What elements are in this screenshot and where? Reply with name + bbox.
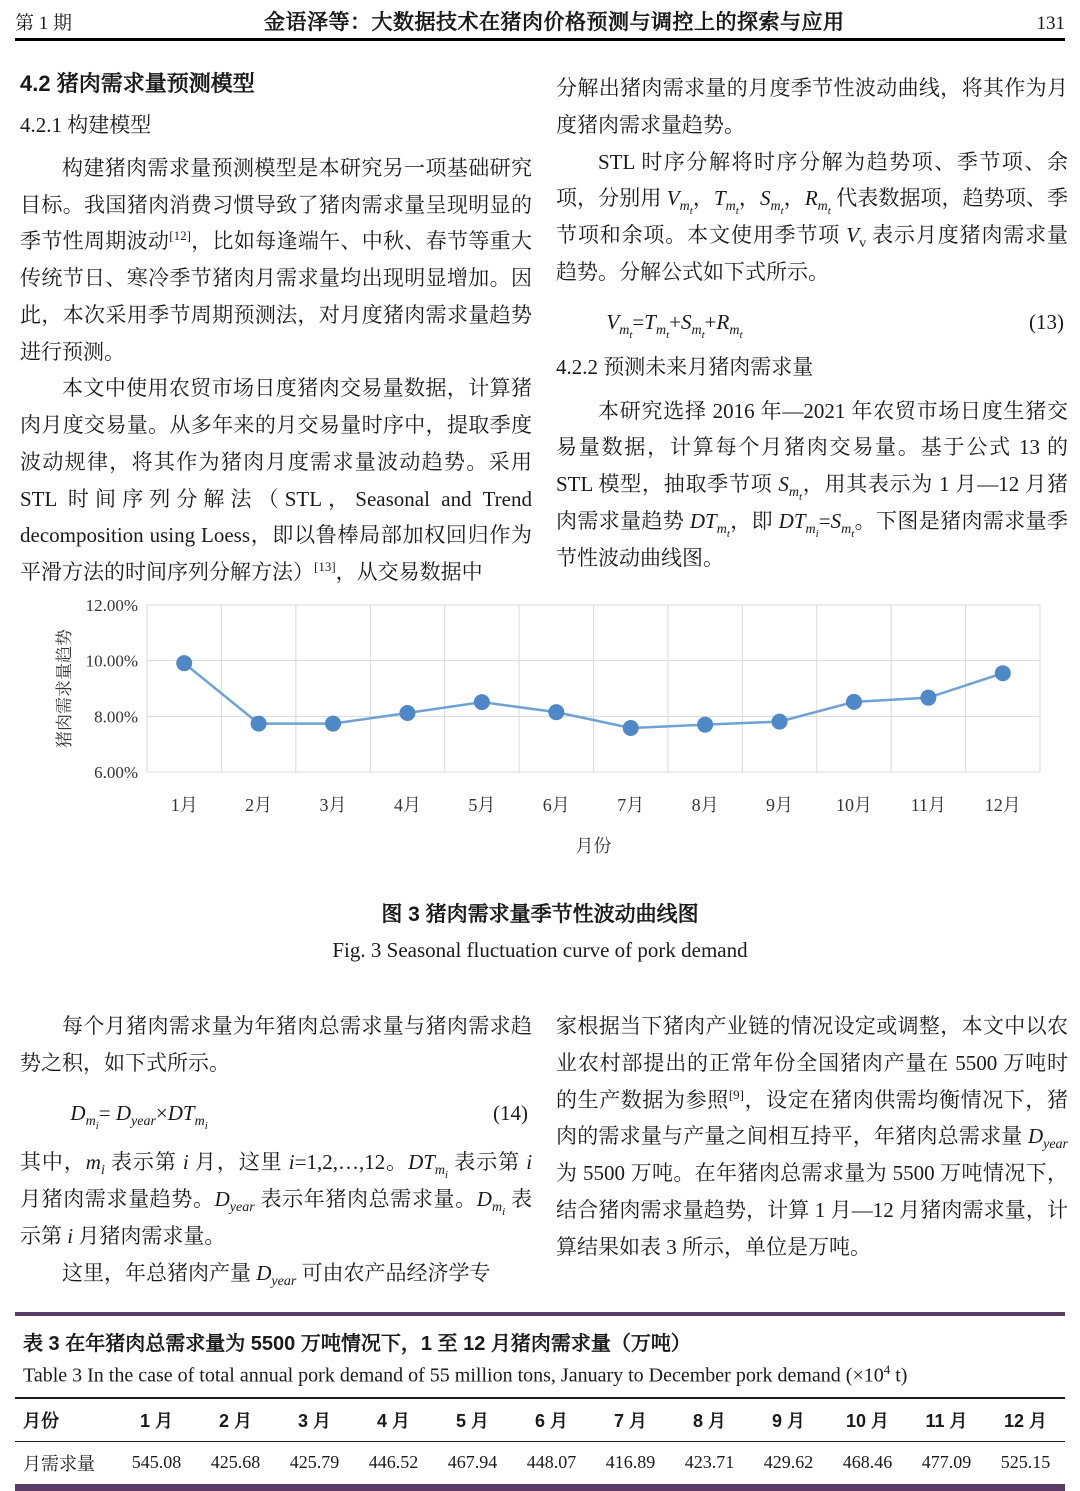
y-axis-tick-label: 10.00% [85, 651, 138, 671]
paragraph: 家根据当下猪肉产业链的情况设定或调整，本文中以农业农村部提出的正常年份全国猪肉产量在 5500 万吨时的生产数据为参照[9]，设定在猪肉供需均衡情况下，猪肉的需求量与产量之间相互持平，年猪肉总需求量 $D_{year}$ 为 5500 万吨。在年猪肉总需求量为 5500 万吨情况下，结合猪肉需求量趋势，计算 1 月—12 月猪肉需求量，计算结果如表 3 所示，单位是万吨。 [556, 1014, 1069, 1259]
table-header-cell: 月份 [23, 1410, 59, 1431]
table-header-cell: 3 月 [297, 1410, 331, 1431]
column-left-bottom [20, 1008, 532, 1291]
table-header-cell: 6 月 [534, 1410, 568, 1431]
table-top-accent-bar [15, 1312, 1065, 1316]
equation-13-body: $V_{m_t}=T_{m_t}+S_{m_t}+R_{m_t}$ [606, 309, 743, 341]
table-value-cell: 416.89 [605, 1452, 656, 1473]
data-point-marker [474, 694, 490, 710]
column-left-top [20, 70, 532, 591]
data-point-marker [325, 716, 341, 732]
table-value-cell: 446.52 [368, 1452, 419, 1473]
table-header-cell: 10 月 [845, 1410, 890, 1431]
table-3-caption-en: Table 3 In the case of total annual pork demand of 55 million tons, January to December pork demand ($\times 10^4$ t) [23, 1362, 908, 1387]
paragraph: 其中，$m_i$ 表示第 i 月，这里 i=1,2,…,12。$DT_{m_i}$ 表示第 i 月猪肉需求量趋势。$D_{year}$ 表示年猪肉总需求量。$D_{m_i}$ 表示第 i 月猪肉需求量。 [20, 1150, 533, 1248]
table-value-cell: 545.08 [131, 1452, 182, 1473]
figure-3-caption-zh: 图 3 猪肉需求量季节性波动曲线图 [381, 903, 699, 926]
table-header-cell: 8 月 [692, 1410, 726, 1431]
data-point-marker [623, 720, 639, 736]
equation-14-number: (14) [493, 1100, 528, 1125]
table-header-cell: 1 月 [139, 1410, 173, 1431]
x-axis-tick-label: 12月 [984, 795, 1021, 815]
table-value-cell: 429.62 [763, 1452, 814, 1473]
data-point-marker [176, 655, 192, 671]
data-point-marker [920, 690, 936, 706]
section-heading-4-2-1: 4.2.1 构建模型 [20, 112, 152, 137]
table-header-cell: 4 月 [376, 1410, 410, 1431]
table-value-cell: 425.79 [289, 1452, 340, 1473]
table-value-cell: 468.46 [842, 1452, 893, 1473]
table-value-cell: 423.71 [684, 1452, 735, 1473]
page-number: 131 [1036, 13, 1065, 34]
table-data-row [15, 1441, 1065, 1484]
data-point-marker [846, 694, 862, 710]
data-point-marker [772, 714, 788, 730]
x-axis-tick-label: 1月 [170, 795, 198, 815]
column-right-top [556, 70, 1068, 576]
section-heading-4-2: 4.2 猪肉需求量预测模型 [20, 71, 255, 96]
x-axis-tick-label: 9月 [766, 795, 794, 815]
x-axis-tick-label: 6月 [542, 795, 570, 815]
y-axis-tick-label: 12.00% [85, 596, 138, 615]
table-value-cell: 425.68 [210, 1452, 261, 1473]
paragraph: 每个月猪肉需求量为年猪肉总需求量与猪肉需求趋势之积，如下式所示。 [20, 1014, 532, 1075]
table-3-block [15, 1312, 1065, 1491]
paragraph: 分解出猪肉需求量的月度季节性波动曲线，将其作为月度猪肉需求量趋势。 [556, 76, 1068, 137]
x-axis-tick-label: 10月 [835, 795, 872, 815]
data-point-marker [548, 704, 564, 720]
table-header-cell: 12 月 [1003, 1410, 1048, 1431]
table-3-caption-zh: 表 3 在年猪肉总需求量为 5500 万吨情况下，1 至 12 月猪肉需求量（万吨） [23, 1333, 691, 1355]
table-header-cell: 9 月 [771, 1410, 805, 1431]
table-header-row [15, 1398, 1065, 1442]
table-row-label: 月需求量 [23, 1453, 95, 1474]
y-axis-title: 猪肉需求量趋势 [55, 629, 74, 748]
journal-header [15, 6, 1065, 38]
x-axis-tick-label: 5月 [468, 795, 496, 815]
x-axis-tick-label: 7月 [617, 795, 645, 815]
data-point-marker [995, 665, 1011, 681]
y-axis-tick-label: 6.00% [94, 763, 138, 782]
equation-14 [20, 1095, 532, 1132]
table-header-cell: 7 月 [613, 1410, 647, 1431]
y-axis-tick-label: 8.00% [94, 707, 138, 727]
paragraph: 本文中使用农贸市场日度猪肉交易量数据，计算猪肉月度交易量。从多年来的月交易量时序中，提取季度波动规律，将其作为猪肉月度需求量波动趋势。采用 STL 时间序列分解法（STL，Seasonal and Trend decomposition using Loess，即以鲁棒局部加权回归作为平滑方法的时间序列分解方法）[13]，从交易数据中 [20, 376, 532, 585]
data-point-marker [697, 717, 713, 733]
running-title: 金语泽等：大数据技术在猪肉价格预测与调控上的探索与应用 [264, 11, 845, 34]
table-value-cell: 525.15 [1000, 1452, 1051, 1473]
table-value-cell: 448.07 [526, 1452, 577, 1473]
paragraph: 本研究选择 2016 年—2021 年农贸市场日度生猪交易量数据，计算每个月猪肉交易量。基于公式 13 的 STL 模型，抽取季节项 $S_{m_t}$，用其表示为 1 月—12 月猪肉需求量趋势 $DT_{m_t}$，即 $DT_{m_i}=S_{m_t}$。下图是猪肉需求量季节性波动曲线图。 [556, 398, 1068, 570]
table-bottom-accent-bar [15, 1484, 1065, 1491]
equation-13 [556, 304, 1068, 341]
x-axis-tick-label: 4月 [393, 795, 421, 815]
table-value-cell: 467.94 [447, 1452, 498, 1473]
paragraph: 构建猪肉需求量预测模型是本研究另一项基础研究目标。我国猪肉消费习惯导致了猪肉需求量呈现明显的季节性周期波动[12]，比如每逢端午、中秋、春节等重大传统节日、寒冷季节猪肉月需求量均出现明显增加。因此，本次采用季节周期预测法，对月度猪肉需求量趋势进行预测。 [20, 155, 533, 364]
paragraph: STL 时序分解将时序分解为趋势项、季节项、余项，分别用 $V_{m_t}$，$T_{m_t}$，$S_{m_t}$，$R_{m_t}$ 代表数据项，趋势项、季节项和余项。本文使用季节项 $V_v$ 表示月度猪肉需求量趋势。分解公式如下式所示。 [556, 149, 1069, 284]
table-header-cell: 2 月 [218, 1410, 252, 1431]
column-right-bottom [556, 1008, 1068, 1265]
equation-13-number: (13) [1029, 309, 1064, 334]
header-rule [15, 38, 1065, 41]
table-header-cell: 11 月 [925, 1410, 968, 1431]
data-point-marker [399, 705, 415, 721]
x-axis-tick-label: 2月 [245, 795, 273, 815]
table-value-cell: 477.09 [921, 1452, 972, 1473]
x-axis-tick-label: 11月 [910, 795, 947, 815]
issue-number: 第 1 期 [15, 13, 73, 34]
x-axis-title: 月份 [575, 836, 612, 856]
table-header-cell: 5 月 [455, 1410, 489, 1431]
x-axis-tick-label: 8月 [691, 795, 719, 815]
figure-3-caption-en: Fig. 3 Seasonal fluctuation curve of pork demand [332, 938, 748, 962]
section-heading-4-2-2: 4.2.2 预测未来月猪肉需求量 [556, 355, 814, 380]
x-axis-tick-label: 3月 [319, 795, 347, 815]
equation-14-body: $D_{m_i}= D_{year}\times DT_{m_i}$ [70, 1100, 208, 1132]
data-point-marker [251, 716, 267, 732]
seasonal-fluctuation-line-chart [40, 578, 1050, 878]
paragraph: 这里，年总猪肉产量 $D_{year}$ 可由农产品经济学专 [62, 1260, 491, 1289]
figure-3-chart [40, 578, 1050, 878]
